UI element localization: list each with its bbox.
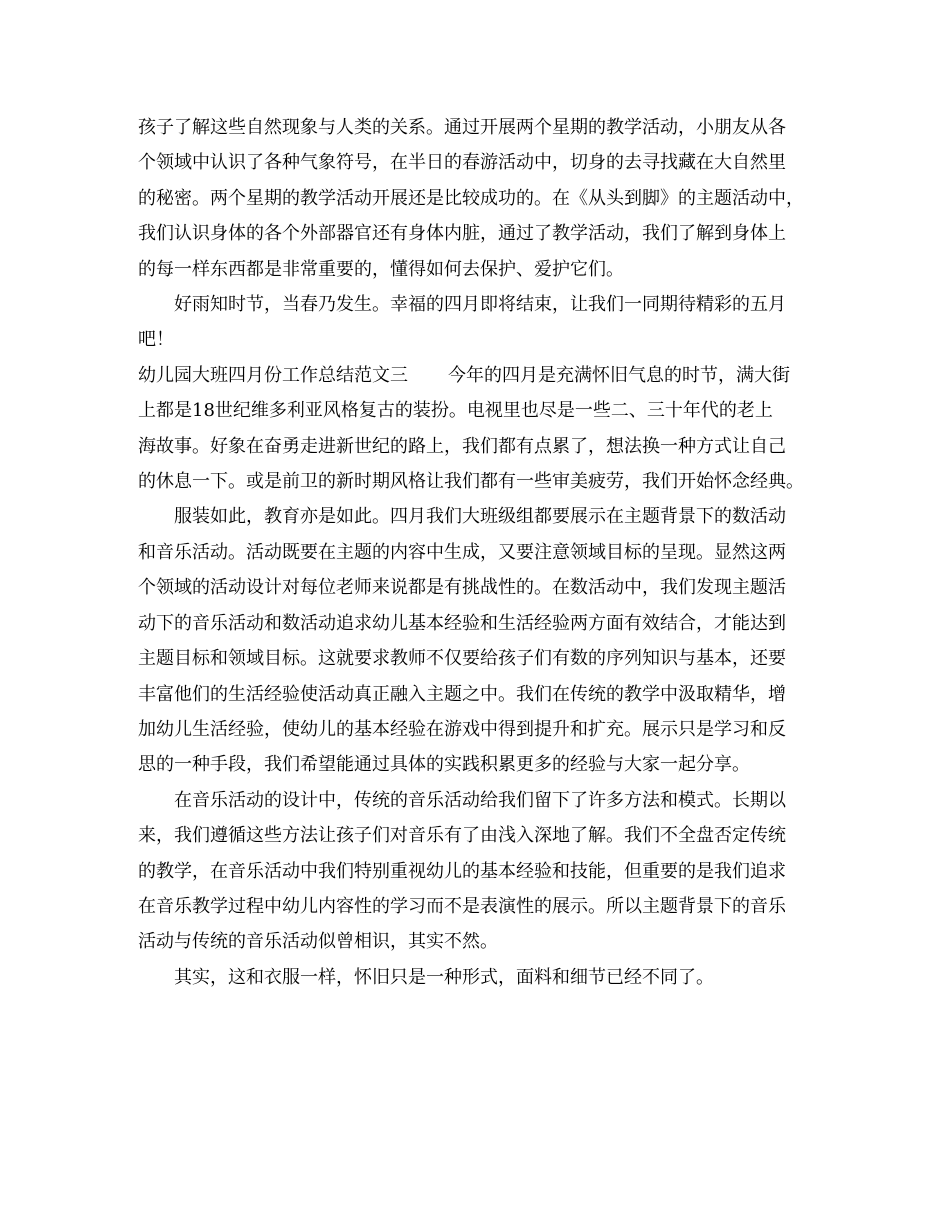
text-line: 的秘密。两个星期的教学活动开展还是比较成功的。在《从头到脚》的主题活动中， [138,187,804,209]
text-line: 海故事。好象在奋勇走进新世纪的路上，我们都有点累了，想法换一种方式让自己 [138,435,786,457]
text-line: 其实，这和衣服一样，怀旧只是一种形式，面料和细节已经不同了。 [174,966,714,988]
text-line: 在音乐活动的设计中，传统的音乐活动给我们留下了许多方法和模式。长期以 [174,789,786,811]
document-body [138,110,818,995]
section-heading: 幼儿园大班四月份工作总结范文三 [138,364,408,386]
text-line: 动下的音乐活动和数活动追求幼儿基本经验和生活经验两方面有效结合，才能达到 [138,612,786,634]
paragraph-music [138,783,818,960]
text-line: 个领域的活动设计对每位老师来说都是有挑战性的。在数活动中，我们发现主题活 [138,577,786,599]
text-line: 我们认识身体的各个外部器官还有身体内脏，通过了教学活动，我们了解到身体上 [138,223,786,245]
text-line: 丰富他们的生活经验使活动真正融入主题之中。我们在传统的教学中汲取精华，增 [138,683,786,705]
text-line: 主题目标和领域目标。这就要求教师不仅要给孩子们有数的序列知识与基本，还要 [138,648,786,670]
text-line: 好雨知时节，当春乃发生。幸福的四月即将结束，让我们一同期待精彩的五月 [174,294,786,316]
section-first-line [138,358,818,393]
text-line: 在音乐教学过程中幼儿内容性的学习而不是表演性的展示。所以主题背景下的音乐 [138,895,786,917]
text-line: 活动与传统的音乐活动似曾相识，其实不然。 [138,931,498,953]
paragraph-conclusion [138,960,818,995]
text-line: 孩子了解这些自然现象与人类的关系。通过开展两个星期的教学活动，小朋友从各 [138,117,786,138]
text-line: 的教学，在音乐活动中我们特别重视幼儿的基本经验和技能，但重要的是我们追求 [138,860,786,882]
paragraph-education [138,499,818,782]
text-line: 吧！ [138,329,174,351]
section-three [138,358,818,500]
text-line: 的休息一下。或是前卫的新时期风格让我们都有一些审美疲劳，我们开始怀念经典。 [138,471,804,493]
text-line: 服装如此，教育亦是如此。四月我们大班级组都要展示在主题背景下的数活动 [174,506,786,528]
text-line: 和音乐活动。活动既要在主题的内容中生成，又要注意领域目标的呈现。显然这两 [138,541,786,563]
text-line: 的每一样东西都是非常重要的，懂得如何去保护、爱护它们。 [138,258,624,280]
paragraph-2 [138,287,818,358]
text-line: 加幼儿生活经验，使幼儿的基本经验在游戏中得到提升和扩充。展示只是学习和反 [138,718,786,740]
text-line: 个领域中认识了各种气象符号，在半日的春游活动中，切身的去寻找藏在大自然里 [138,152,786,174]
text-line: 来，我们遵循这些方法让孩子们对音乐有了由浅入深地了解。我们不全盘否定传统 [138,825,786,847]
text-line: 上都是18世纪维多利亚风格复古的装扮。电视里也尽是一些二、三十年代的老上 [138,400,773,422]
section-intro-text: 今年的四月是充满怀旧气息的时节，满大街 [448,364,790,386]
text-line: 思的一种手段，我们希望能通过具体的实践积累更多的经验与大家一起分享。 [138,754,750,776]
paragraph-1 [138,110,818,287]
